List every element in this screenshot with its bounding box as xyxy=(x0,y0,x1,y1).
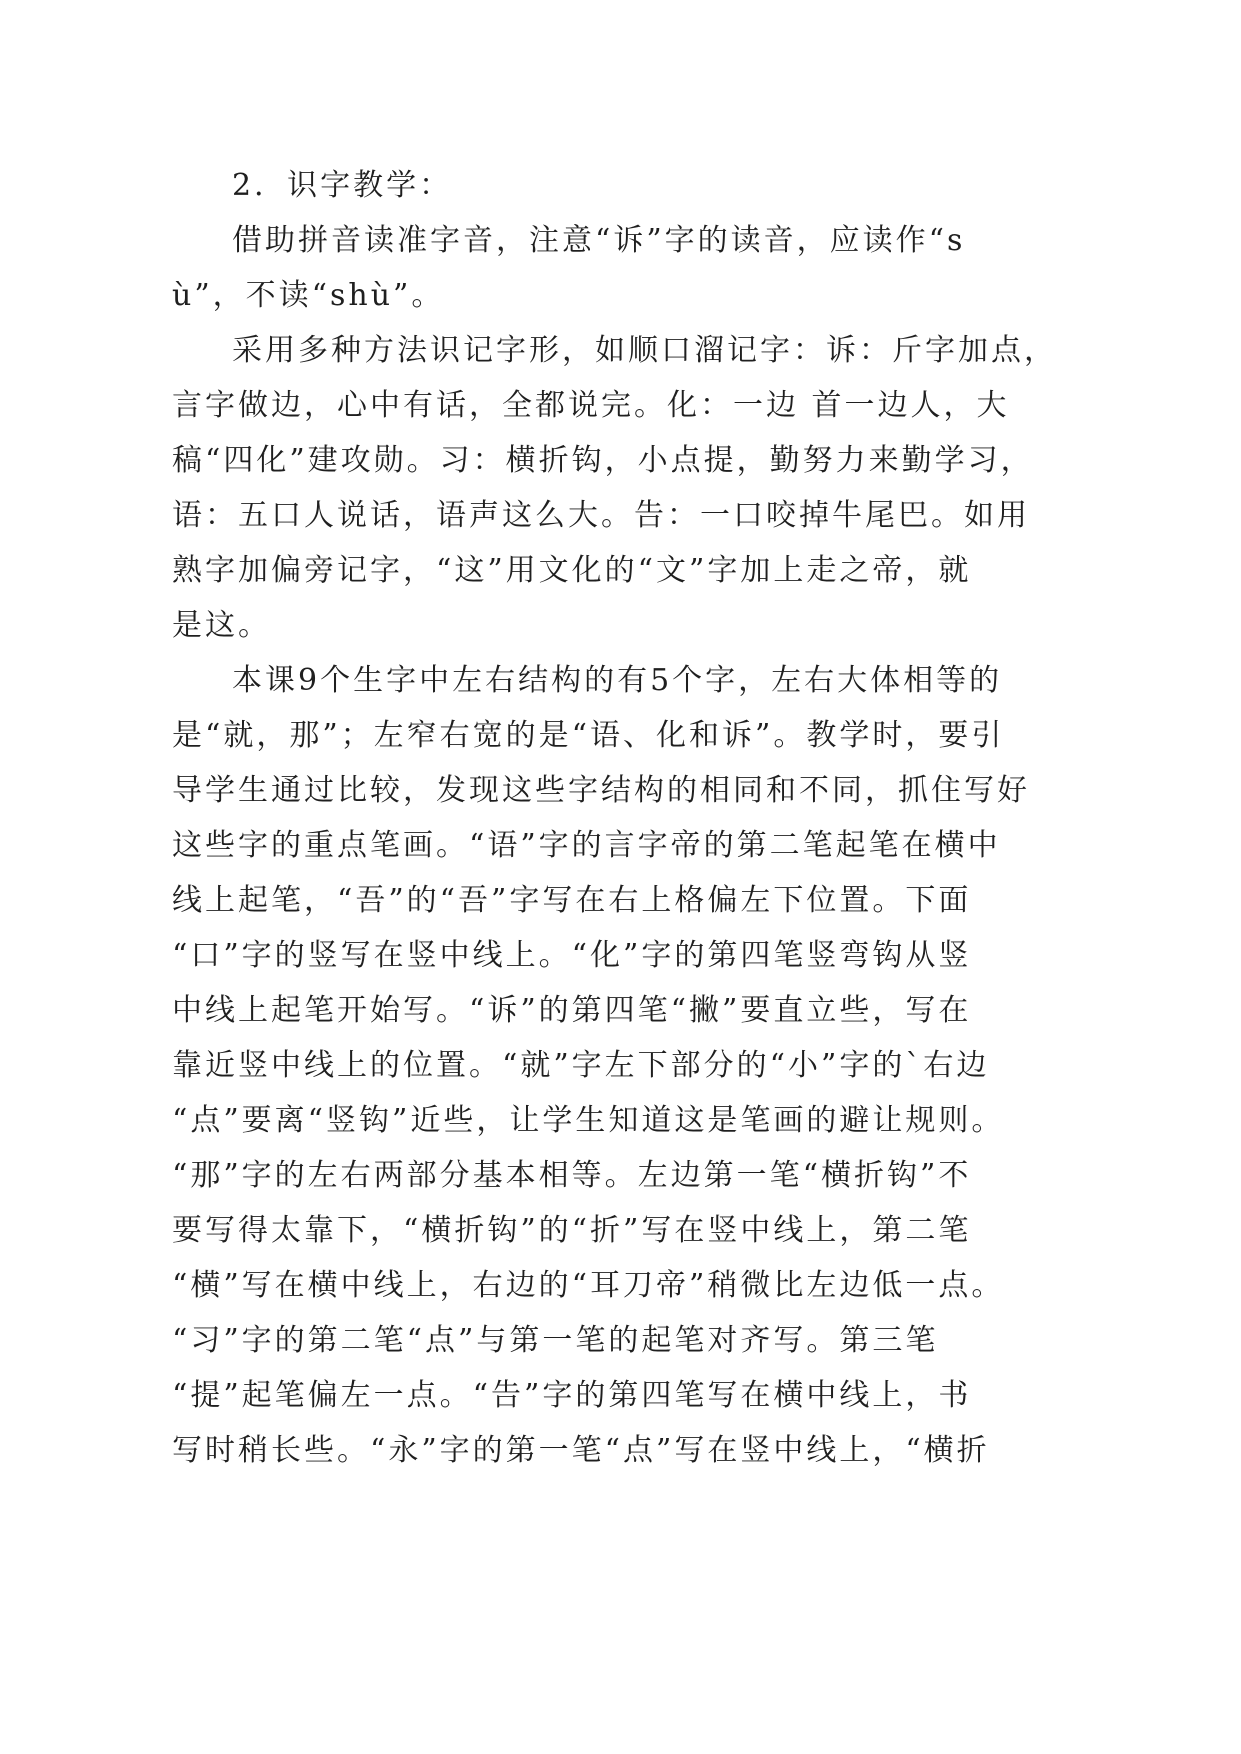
text-line: 要写得太靠下，“横折钩”的“折”写在竖中线上，第二笔 xyxy=(172,1213,972,1248)
text-line: 是这。 xyxy=(172,608,271,643)
text-line: 采用多种方法识记字形，如顺口溜记字：诉：斤字加点， xyxy=(232,333,1057,368)
text-line: ù”，不读“shù”。 xyxy=(172,278,445,313)
text-line: “横”写在横中线上，右边的“耳刀帝”稍微比左边低一点。 xyxy=(172,1268,1005,1303)
text-line: 这些字的重点笔画。“语”字的言字帝的第二笔起笔在横中 xyxy=(172,828,1001,863)
text-line: “习”字的第二笔“点”与第一笔的起笔对齐写。第三笔 xyxy=(172,1323,939,1358)
text-line: 本课9个生字中左右结构的有5个字，左右大体相等的 xyxy=(232,663,1003,698)
text-line: 导学生通过比较，发现这些字结构的相同和不同，抓住写好 xyxy=(172,773,1030,808)
text-line: “提”起笔偏左一点。“告”字的第四笔写在横中线上，书 xyxy=(172,1378,972,1413)
text-line: 中线上起笔开始写。“诉”的第四笔“撇”要直立些，写在 xyxy=(172,993,972,1028)
text-line: 语：五口人说话，语声这么大。告：一口咬掉牛尾巴。如用 xyxy=(172,498,1030,533)
text-line: 靠近竖中线上的位置。“就”字左下部分的“小”字的`右边 xyxy=(172,1048,990,1083)
text-line: “口”字的竖写在竖中线上。“化”字的第四笔竖弯钩从竖 xyxy=(172,938,972,973)
text-line: 2．识字教学： xyxy=(232,168,453,203)
text-line: “点”要离“竖钩”近些，让学生知道这是笔画的避让规则。 xyxy=(172,1103,1005,1138)
text-line: 写时稍长些。“永”字的第一笔“点”写在竖中线上，“横折 xyxy=(172,1433,990,1468)
text-line: 言字做边，心中有话，全都说完。化：一边 首一边人，大 xyxy=(172,388,1010,423)
text-line: 熟字加偏旁记字，“这”用文化的“文”字加上走之帝，就 xyxy=(172,553,972,588)
text-line: 是“就，那”；左窄右宽的是“语、化和诉”。教学时，要引 xyxy=(172,718,1005,753)
text-line: “那”字的左右两部分基本相等。左边第一笔“横折钩”不 xyxy=(172,1158,972,1193)
text-line: 线上起笔，“吾”的“吾”字写在右上格偏左下位置。下面 xyxy=(172,883,972,918)
text-line: 借助拼音读准字音，注意“诉”字的读音，应读作“s xyxy=(232,223,966,258)
text-line: 稿“四化”建攻勋。习：横折钩，小点提，勤努力来勤学习， xyxy=(172,443,1034,478)
